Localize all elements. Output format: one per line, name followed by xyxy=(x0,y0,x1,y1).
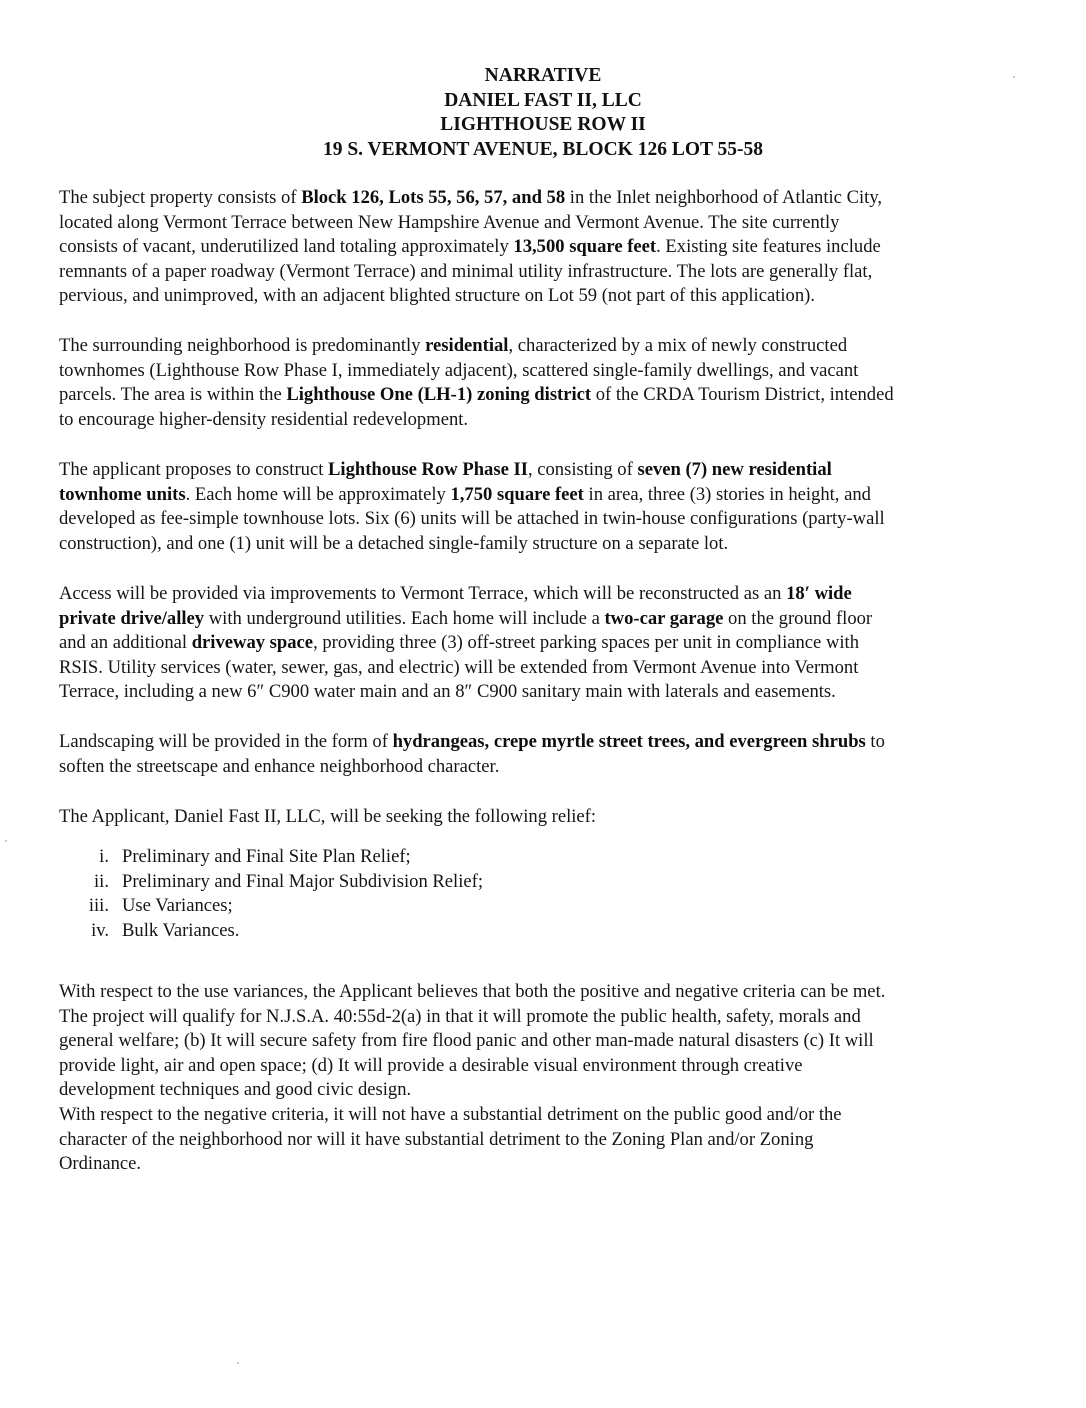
paragraph-access-utilities xyxy=(59,582,1049,705)
text-run: Landscaping will be provided in the form of xyxy=(59,731,393,752)
text-run: soften the streetscape and enhance neighborhood character. xyxy=(59,755,500,777)
text-run: on the ground floor xyxy=(723,607,873,629)
relief-list-item xyxy=(59,894,959,919)
text-line xyxy=(59,1005,1049,1030)
bold-text: Lighthouse Row Phase II xyxy=(328,459,528,480)
text-run: The Applicant, Daniel Fast II, LLC, will be seeking the following relief: xyxy=(59,806,597,827)
paragraph-proposal xyxy=(59,458,1049,556)
bold-text: Block 126, Lots 55, 56, 57, and 58 xyxy=(301,187,566,208)
text-run: and an additional xyxy=(59,632,192,654)
text-line xyxy=(59,507,1049,532)
text-run: consists of vacant, underutilized land totaling approximately xyxy=(59,236,514,258)
text-line xyxy=(59,730,1049,755)
text-line xyxy=(59,359,1049,384)
text-line xyxy=(59,334,1049,359)
paragraph-property-description xyxy=(59,186,1049,309)
text-run: . Each home will be approximately xyxy=(185,483,451,505)
text-run: With respect to the use variances, the Applicant believes that both the positive and negative criteria can be met. xyxy=(59,981,886,1002)
paragraph-landscaping xyxy=(59,730,1049,779)
list-numeral: iv. xyxy=(91,919,109,941)
text-line xyxy=(59,805,1049,830)
text-run: to encourage higher-density residential redevelopment. xyxy=(59,408,469,430)
text-run: development techniques and good civic design. xyxy=(59,1079,412,1101)
text-line xyxy=(59,1029,1049,1054)
bold-text: two-car garage xyxy=(604,607,724,629)
text-line xyxy=(59,1103,1049,1128)
scan-speck xyxy=(237,1362,239,1364)
text-line xyxy=(59,408,1049,433)
bold-text: residential xyxy=(425,335,509,356)
bold-text: driveway space xyxy=(191,632,314,654)
paragraph-neighborhood xyxy=(59,334,1049,432)
text-run: of the CRDA Tourism District, intended xyxy=(591,384,894,406)
text-line xyxy=(59,1152,1049,1177)
text-run: in area, three (3) stories in height, and xyxy=(583,483,871,505)
text-run: townhomes (Lighthouse Row Phase I, immediately adjacent), scattered single-family dwellings, and vacant xyxy=(59,359,859,381)
text-run: Terrace, including a new 6″ C900 water main and an 8″ C900 sanitary main with laterals and easements. xyxy=(59,681,836,703)
text-line xyxy=(59,656,1049,681)
header-address: 19 S. VERMONT AVENUE, BLOCK 126 LOT 55-58 xyxy=(322,138,764,160)
text-run: to xyxy=(865,731,885,752)
text-run: developed as fee-simple townhouse lots. Six (6) units will be attached in twin-house configurations (party-wall xyxy=(59,508,885,530)
list-text: Bulk Variances. xyxy=(122,919,240,941)
list-text: Preliminary and Final Site Plan Relief; xyxy=(122,846,411,867)
text-run: The applicant proposes to construct xyxy=(59,459,329,480)
bold-text: hydrangeas, crepe myrtle street trees, and evergreen shrubs xyxy=(392,731,866,752)
text-run: remnants of a paper roadway (Vermont Terrace) and minimal utility infrastructure. The lots are generally flat, xyxy=(59,260,873,282)
text-line xyxy=(59,680,1049,705)
relief-list-item xyxy=(59,919,959,944)
text-line xyxy=(59,607,1049,632)
text-run: located along Vermont Terrace between New Hampshire Avenue and Vermont Avenue. The site currently xyxy=(59,211,840,233)
text-run: , characterized by a mix of newly constructed xyxy=(508,335,848,356)
list-text: Use Variances; xyxy=(122,895,233,917)
text-line xyxy=(59,1128,1049,1153)
list-text: Preliminary and Final Major Subdivision Relief; xyxy=(122,870,483,892)
text-line xyxy=(59,260,1049,285)
relief-list-item xyxy=(59,870,959,895)
text-line xyxy=(59,284,1049,309)
relief-list xyxy=(59,845,959,943)
bold-text: seven (7) new residential xyxy=(637,459,832,480)
text-run: with underground utilities. Each home will include a xyxy=(204,607,605,629)
text-line xyxy=(59,980,1049,1005)
scan-speck xyxy=(5,840,7,842)
header-applicant: DANIEL FAST II, LLC xyxy=(444,89,642,111)
text-run: pervious, and unimproved, with an adjacent blighted structure on Lot 59 (not part of this application). xyxy=(59,285,815,307)
document-header xyxy=(0,64,1086,162)
text-line xyxy=(59,186,1049,211)
header-title: NARRATIVE xyxy=(484,65,602,86)
scan-speck xyxy=(1013,76,1015,78)
text-run: general welfare; (b) It will secure safety from fire flood panic and other man-made natural disasters (c) It will xyxy=(59,1030,874,1052)
text-run: , providing three (3) off-street parking spaces per unit in compliance with xyxy=(313,632,859,654)
list-numeral: iii. xyxy=(88,895,109,917)
bold-text: 13,500 square feet xyxy=(513,236,657,258)
text-run: character of the neighborhood nor will it have substantial detriment to the Zoning Plan and/or Zoning xyxy=(59,1128,814,1150)
text-line xyxy=(59,1078,1049,1103)
text-line xyxy=(59,631,1049,656)
text-run: The subject property consists of xyxy=(59,187,302,208)
bold-text: townhome units xyxy=(59,483,186,505)
text-run: Ordinance. xyxy=(59,1153,142,1175)
text-run: Access will be provided via improvements to Vermont Terrace, which will be reconstructed as an xyxy=(59,583,787,604)
bold-text: Lighthouse One (LH-1) zoning district xyxy=(286,384,592,406)
bold-text: 18′ wide xyxy=(786,583,852,604)
paragraph-relief-intro xyxy=(59,805,1049,830)
text-line xyxy=(59,458,1049,483)
relief-list-item xyxy=(59,845,959,870)
text-line xyxy=(59,582,1049,607)
text-run: With respect to the negative criteria, it will not have a substantial detriment on the public good and/or the xyxy=(59,1103,842,1125)
text-run: construction), and one (1) unit will be a detached single-family structure on a separate lot. xyxy=(59,532,729,554)
text-run: provide light, air and open space; (d) It will provide a desirable visual environment through creative xyxy=(59,1054,803,1076)
text-line xyxy=(59,532,1049,557)
list-numeral: i. xyxy=(99,846,109,867)
text-run: , consisting of xyxy=(527,459,638,480)
text-line xyxy=(59,383,1049,408)
bold-text: 1,750 square feet xyxy=(450,483,584,505)
text-line xyxy=(59,235,1049,260)
paragraph-variance-criteria xyxy=(59,980,1049,1177)
text-line xyxy=(59,1054,1049,1079)
text-line xyxy=(59,483,1049,508)
text-run: in the Inlet neighborhood of Atlantic City, xyxy=(565,187,883,208)
text-run: RSIS. Utility services (water, sewer, gas, and electric) will be extended from Vermont Avenue into Vermont xyxy=(59,656,859,678)
text-line xyxy=(59,755,1049,780)
text-run: . Existing site features include xyxy=(656,236,881,258)
header-project: LIGHTHOUSE ROW II xyxy=(440,114,646,135)
list-numeral: ii. xyxy=(94,870,109,892)
text-run: The project will qualify for N.J.S.A. 40:55d-2(a) in that it will promote the public health, safety, morals and xyxy=(59,1005,861,1027)
text-line xyxy=(59,211,1049,236)
text-run: The surrounding neighborhood is predominantly xyxy=(59,335,426,356)
bold-text: private drive/alley xyxy=(59,607,205,629)
text-run: parcels. The area is within the xyxy=(59,384,287,406)
